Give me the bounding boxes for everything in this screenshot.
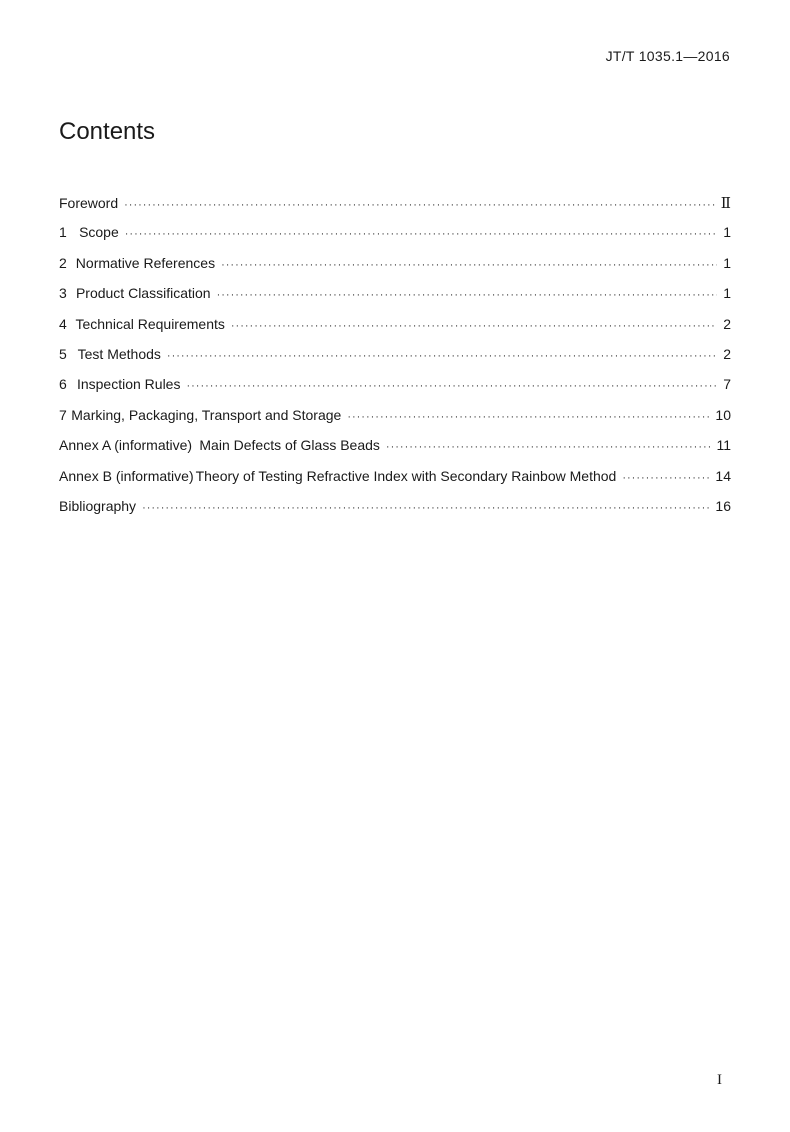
toc-entry-test-methods[interactable] — [59, 346, 731, 376]
toc-entry-page: 16 — [715, 497, 731, 514]
toc-leader-dots — [221, 259, 717, 271]
toc-entry-scope[interactable] — [59, 224, 731, 254]
toc-entry-page: 1 — [723, 254, 731, 271]
toc-entry-page: Ⅱ — [720, 196, 731, 212]
document-code: JT/T 1035.1—2016 — [605, 48, 730, 64]
toc-entry-product-classification[interactable] — [59, 285, 731, 315]
toc-leader-dots — [124, 199, 715, 211]
toc-entry-title: Technical Requirements — [75, 315, 225, 332]
toc-entry-technical-requirements[interactable] — [59, 316, 731, 346]
page-title: Contents — [59, 118, 156, 145]
toc-leader-dots — [231, 320, 717, 332]
toc-entry-title: Scope — [79, 224, 119, 241]
toc-leader-dots — [347, 411, 709, 423]
toc-annex-label: Annex A (informative) — [59, 437, 193, 454]
toc-entry-annex-b[interactable] — [59, 468, 731, 498]
toc-entry-annex-a[interactable] — [59, 437, 731, 467]
toc-entry-title: Foreword — [59, 195, 119, 211]
toc-entry-marking-packaging[interactable] — [59, 407, 731, 437]
toc-entry-bibliography[interactable] — [59, 498, 731, 528]
toc-entry-title: Normative References — [75, 254, 216, 271]
toc-entry-title: Marking, Packaging, Transport and Storage — [71, 406, 342, 423]
toc-entry-page: 1 — [723, 285, 731, 302]
toc-entry-number: 3 — [59, 285, 67, 302]
toc-leader-dots — [142, 502, 709, 514]
toc-leader-dots — [386, 441, 711, 453]
toc-entry-number: 4 — [59, 315, 67, 332]
toc-leader-dots — [622, 472, 709, 484]
toc-entry-page: 7 — [723, 376, 731, 393]
toc-entry-foreword[interactable] — [59, 194, 731, 224]
toc-leader-dots — [167, 350, 717, 362]
toc-leader-dots — [217, 289, 718, 301]
toc-entry-page: 10 — [715, 406, 731, 423]
toc-entry-page: 2 — [723, 315, 731, 332]
toc-entry-title: Inspection Rules — [76, 376, 181, 393]
toc-entry-page: 14 — [715, 467, 731, 484]
toc-entry-number: 1 — [59, 224, 67, 241]
toc-entry-normative-references[interactable] — [59, 255, 731, 285]
toc-entry-number: 6 — [59, 376, 67, 393]
toc-leader-dots — [125, 228, 717, 240]
toc-entry-number: 2 — [59, 254, 67, 271]
toc-entry-page: 1 — [723, 224, 731, 241]
table-of-contents — [59, 194, 731, 528]
toc-entry-inspection-rules[interactable] — [59, 376, 731, 406]
toc-entry-page: 2 — [723, 345, 731, 362]
toc-entry-number: 5 — [59, 345, 67, 362]
toc-entry-page: 11 — [716, 437, 731, 454]
toc-entry-title: Product Classification — [75, 285, 211, 302]
toc-entry-title: Bibliography — [59, 497, 137, 514]
toc-entry-title: Main Defects of Glass Beads — [199, 437, 380, 454]
toc-leader-dots — [186, 380, 717, 392]
toc-entry-number: 7 — [59, 406, 67, 423]
page-number: I — [717, 1072, 722, 1088]
toc-annex-label: Annex B (informative) — [59, 467, 194, 484]
toc-entry-title: Theory of Testing Refractive Index with Secondary Rainbow Method — [195, 467, 617, 484]
toc-entry-title: Test Methods — [77, 345, 161, 362]
